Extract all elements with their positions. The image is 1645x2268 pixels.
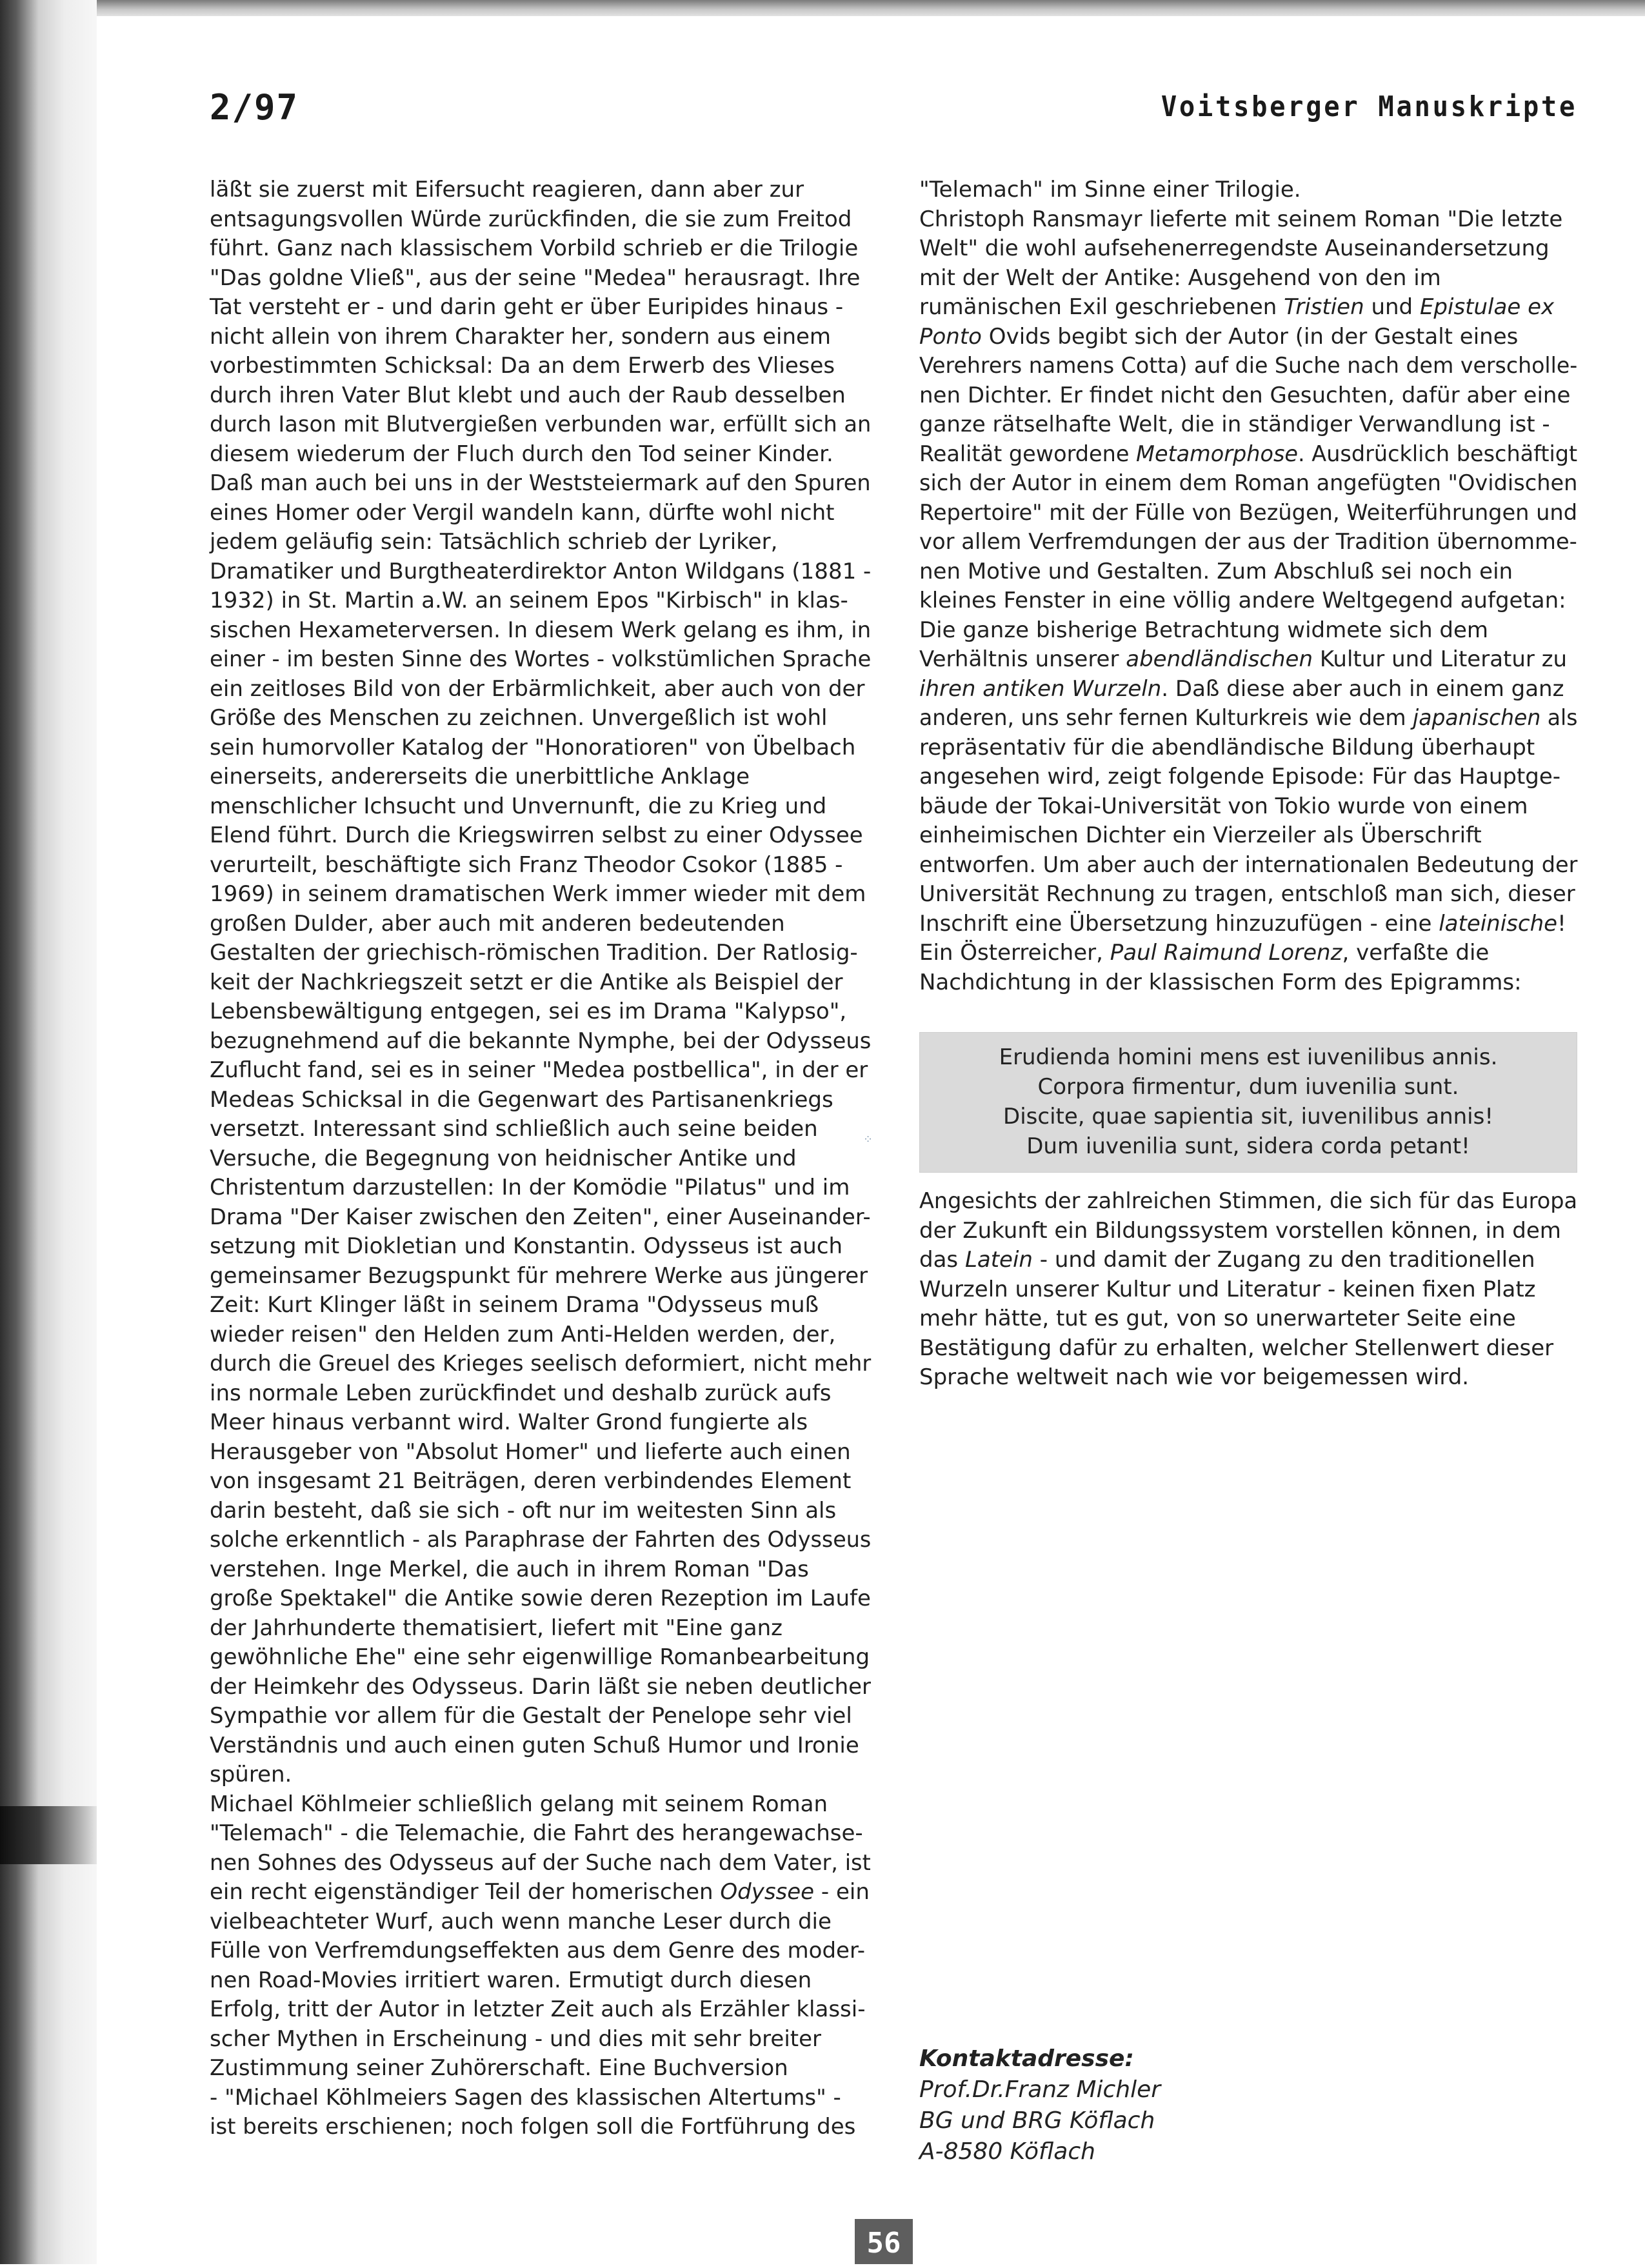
right-text-column — [919, 175, 1577, 997]
text-line — [919, 968, 1577, 998]
text-line-content: Größe des Menschen zu zeichnen. Unvergeßlich ist wohl — [210, 705, 828, 731]
text-line-content: der Zukunft ein Bildungssystem vorstellen können, in dem — [919, 1217, 1561, 1244]
text-line — [210, 1790, 871, 1820]
italic-phrase: ihren antiken Wurzeln — [919, 675, 1162, 702]
text-line-content: Welt" die wohl aufsehenerregendste Auseinandersetzung — [919, 235, 1550, 261]
text-line — [210, 1056, 871, 1086]
text-line-content: sein humorvoller Katalog der "Honoratioren" von Übelbach — [210, 734, 856, 761]
text-line-content: Tat versteht er - und darin geht er über Euripides hinaus - — [210, 294, 844, 320]
text-line-content: darin besteht, daß sie sich - oft nur im weitesten Sinn als — [210, 1497, 837, 1524]
text-line — [919, 469, 1577, 499]
left-text-column — [210, 175, 871, 2142]
text-line — [210, 1144, 871, 1174]
text-line-content: vorbestimmten Schicksal: Da an dem Erwerb des Vlieses — [210, 353, 835, 379]
text-line — [919, 675, 1577, 704]
text-line — [210, 997, 871, 1027]
text-line-content: vor allem Verfremdungen der aus der Tradition übernomme- — [919, 529, 1577, 555]
text-line-content: spüren. — [210, 1762, 292, 1787]
text-line — [919, 264, 1577, 293]
text-line — [919, 910, 1577, 939]
text-line — [210, 675, 871, 704]
text-line-content: einerseits, andererseits die unerbittliche Anklage — [210, 764, 750, 790]
text-line — [210, 1878, 871, 1907]
text-line — [210, 1526, 871, 1555]
text-line-content: Zuflucht fand, sei es in seiner "Medea postbellica", in der er — [210, 1057, 868, 1083]
text-line — [919, 293, 1577, 323]
contact-name: Prof.Dr.Franz Michler — [919, 2076, 1161, 2103]
text-line — [210, 851, 871, 880]
text-line-content: nicht allein von ihrem Charakter her, sondern aus einem — [210, 323, 832, 350]
text-line — [210, 2084, 871, 2113]
text-line-content: rumänischen Exil geschriebenen Tristien und Epistulae ex — [919, 294, 1555, 320]
text-line — [919, 792, 1577, 822]
text-line — [210, 586, 871, 616]
text-line-content: durch Iason mit Blutvergießen verbunden war, erfüllt sich an — [210, 412, 872, 437]
text-line-content: Repertoire" mit der Fülle von Bezügen, Weiterführungen und — [919, 499, 1578, 526]
italic-phrase: Ponto — [919, 323, 982, 350]
text-line — [210, 2025, 871, 2054]
text-line-content: Medeas Schicksal in die Gegenwart des Partisanenkriegs — [210, 1086, 833, 1113]
text-line-content: große Spektakel" die Antike sowie deren Rezeption im Laufe — [210, 1586, 871, 1611]
text-line — [210, 381, 871, 411]
text-line — [210, 1291, 871, 1320]
text-line — [919, 733, 1577, 763]
text-line — [919, 234, 1577, 264]
text-line-content: großen Dulder, aber auch mit anderen bedeutenden — [210, 910, 785, 937]
text-line — [919, 880, 1577, 910]
italic-phrase: lateinische — [1439, 910, 1558, 937]
text-line — [919, 499, 1577, 528]
text-line-content: Inschrift eine Übersetzung hinzuzufügen - eine lateinische! — [919, 910, 1566, 937]
text-line — [210, 1907, 871, 1937]
text-line — [210, 1584, 871, 1614]
text-line-content: bezugnehmend auf die bekannte Nymphe, bei der Odysseus — [210, 1028, 872, 1054]
text-line — [210, 939, 871, 968]
text-line — [210, 1203, 871, 1233]
text-line-content: gemeinsamer Bezugspunkt für mehrere Werke aus jüngerer — [210, 1262, 868, 1289]
text-line — [210, 1731, 871, 1761]
text-line-content: Nachdichtung in der klassischen Form des Epigramms: — [919, 969, 1522, 995]
text-line-content: nen Dichter. Er findet nicht den Gesuchten, dafür aber eine — [919, 382, 1571, 408]
text-line — [210, 2113, 871, 2142]
text-line — [210, 1438, 871, 1467]
text-line-content: "Telemach" im Sinne einer Trilogie. — [919, 177, 1301, 203]
text-line — [210, 499, 871, 528]
text-line-content: mehr hätte, tut es gut, von so unerwarteter Seite eine — [919, 1306, 1516, 1331]
text-line — [210, 1467, 871, 1497]
text-line-content: Elend führt. Durch die Kriegswirren selbst zu einer Odyssee — [210, 822, 863, 848]
text-line — [210, 1408, 871, 1438]
text-line — [919, 205, 1577, 235]
text-line — [919, 1363, 1577, 1393]
text-line — [210, 323, 871, 352]
contact-block — [919, 2044, 1161, 2167]
text-line-content: der Heimkehr des Odysseus. Darin läßt sie neben deutlicher — [210, 1673, 872, 1700]
text-line-content: Verhältnis unserer abendländischen Kultur und Literatur zu — [919, 646, 1568, 672]
text-line — [919, 1217, 1577, 1246]
text-line-content: das Latein - und damit der Zugang zu den traditionellen — [919, 1247, 1535, 1273]
epigram-line: Corpora firmentur, dum iuvenilia sunt. — [1037, 1074, 1459, 1100]
text-line-content: wieder reisen" den Helden zum Anti-Helden werden, der, — [210, 1321, 836, 1348]
text-line-content: Christoph Ransmayr lieferte mit seinem Roman "Die letzte — [919, 206, 1563, 232]
publication-title: Voitsberger Manuskripte — [1161, 90, 1577, 123]
italic-phrase: japanischen — [1413, 705, 1541, 731]
text-line — [919, 381, 1577, 411]
text-line-content: ins normale Leben zurückfindet und deshalb zurück aufs — [210, 1380, 832, 1406]
text-line-content: Lebensbewältigung entgegen, sei es im Drama "Kalypso", — [210, 999, 847, 1024]
text-line-content: Erfolg, tritt der Autor in letzter Zeit auch als Erzähler klassi- — [210, 1996, 866, 2022]
text-line-content: ist bereits erschienen; noch folgen soll die Fortführung des — [210, 2114, 856, 2140]
text-line — [919, 616, 1577, 646]
text-line-content: anderen, uns sehr fernen Kulturkreis wie dem japanischen als — [919, 705, 1578, 731]
text-line — [210, 293, 871, 323]
italic-phrase: Odyssee — [720, 1879, 815, 1905]
closing-paragraph — [919, 1187, 1577, 1393]
text-line — [210, 410, 871, 440]
text-line-content: führt. Ganz nach klassischem Vorbild schrieb er die Trilogie — [210, 235, 859, 261]
text-line — [210, 1760, 871, 1790]
text-line-content: Verehrers namens Cotta) auf die Suche nach dem verscholle- — [919, 353, 1578, 379]
text-line — [210, 1614, 871, 1644]
text-line — [210, 792, 871, 822]
text-line-content: nen Motive und Gestalten. Zum Abschluß sei noch ein — [919, 558, 1513, 584]
text-line-content: "Das goldne Vließ", aus der seine "Medea" herausragt. Ihre — [210, 264, 861, 291]
text-line-content: diesem wiederum der Fluch durch den Tod seiner Kinder. — [210, 441, 833, 467]
text-line — [210, 1115, 871, 1144]
italic-phrase: Epistulae ex — [1419, 294, 1555, 320]
text-line-content: eines Homer oder Vergil wandeln kann, dürfte wohl nicht — [210, 499, 835, 526]
text-line — [210, 616, 871, 646]
text-line — [210, 1232, 871, 1262]
text-line-content: solche erkenntlich - als Paraphrase der Fahrten des Odysseus — [210, 1527, 872, 1553]
italic-phrase: abendländischen — [1126, 646, 1313, 672]
text-line — [210, 175, 871, 205]
contact-school: BG und BRG Köflach — [919, 2107, 1155, 2134]
text-line — [210, 645, 871, 675]
epigram-line: Dum iuvenilia sunt, sidera corda petant! — [1026, 1133, 1470, 1159]
text-line-content: scher Mythen in Erscheinung - und dies mit sehr breiter — [210, 2025, 821, 2052]
text-line — [210, 880, 871, 910]
issue-number: 2/97 — [210, 87, 299, 128]
text-line-content: angesehen wird, zeigt folgende Episode: Für das Hauptge- — [919, 764, 1561, 790]
text-line — [210, 1819, 871, 1849]
text-line-content: nen Sohnes des Odysseus auf der Suche nach dem Vater, ist — [210, 1849, 871, 1876]
text-line — [210, 762, 871, 792]
text-line — [210, 1995, 871, 2025]
text-line-content: nen Road-Movies irritiert waren. Ermutigt durch diesen — [210, 1967, 812, 1993]
text-line-content: läßt sie zuerst mit Eifersucht reagieren, dann aber zur — [210, 177, 804, 203]
text-line — [210, 1702, 871, 1731]
text-line-content: einer - im besten Sinne des Wortes - volkstümlichen Sprache — [210, 646, 872, 672]
text-line — [919, 528, 1577, 557]
italic-phrase: Metamorphose — [1136, 441, 1299, 467]
text-line-content: ein recht eigenständiger Teil der homerischen Odyssee - ein — [210, 1879, 870, 1905]
italic-phrase: Paul Raimund Lorenz — [1110, 940, 1342, 966]
text-line — [210, 557, 871, 587]
text-line-content: der Jahrhunderte thematisiert, liefert mit "Eine ganz — [210, 1615, 783, 1641]
epigram-line: Erudienda homini mens est iuvenilibus annis. — [999, 1044, 1498, 1070]
text-line-content: Michael Köhlmeier schließlich gelang mit seinem Roman — [210, 1791, 828, 1817]
text-line-content: Angesichts der zahlreichen Stimmen, die sich für das Europa — [919, 1188, 1578, 1214]
text-line — [919, 352, 1577, 381]
page-number: 56 — [855, 2219, 913, 2264]
text-line-content: entworfen. Um aber auch der internationalen Bedeutung der — [919, 851, 1578, 878]
text-line-content: ein zeitloses Bild von der Erbärmlichkeit, aber auch von der — [210, 675, 865, 702]
text-line — [919, 586, 1577, 616]
text-line — [210, 1349, 871, 1379]
text-line-content: gewöhnliche Ehe" eine sehr eigenwillige Romanbearbeitung — [210, 1644, 870, 1670]
text-line — [210, 1849, 871, 1878]
text-line-content: sischen Hexameterversen. In diesem Werk gelang es ihm, in — [210, 617, 872, 643]
text-line-content: Die ganze bisherige Betrachtung widmete sich dem — [919, 617, 1489, 643]
text-line — [210, 1673, 871, 1702]
text-line — [210, 528, 871, 557]
text-line — [210, 1086, 871, 1115]
text-line — [919, 1304, 1577, 1334]
text-line-content: Verständnis und auch einen guten Schuß Humor und Ironie — [210, 1732, 859, 1758]
text-line — [919, 821, 1577, 851]
text-line — [210, 264, 871, 293]
text-line-content: bäude der Tokai-Universität von Tokio wurde von einem — [919, 793, 1528, 819]
text-line — [210, 1262, 871, 1291]
text-line-content: Herausgeber von "Absolut Homer" und lieferte auch einen — [210, 1438, 851, 1465]
text-line — [919, 440, 1577, 470]
text-line — [919, 704, 1577, 733]
text-line — [210, 1173, 871, 1203]
text-line-content: Versuche, die Begegnung von heidnischer Antike und — [210, 1145, 797, 1171]
text-line-content: Drama "Der Kaiser zwischen den Zeiten", einer Auseinander- — [210, 1204, 871, 1230]
text-line — [210, 968, 871, 998]
text-line-content: Fülle von Verfremdungseffekten aus dem Genre des moder- — [210, 1938, 866, 1964]
scan-speck: ⁘ — [863, 1133, 873, 1146]
text-line — [210, 733, 871, 763]
text-line-content: jedem geläufig sein: Tatsächlich schrieb der Lyriker, — [210, 529, 778, 555]
text-line — [919, 175, 1577, 205]
text-line — [210, 440, 871, 470]
text-line — [210, 821, 871, 851]
text-line-content: verstehen. Inge Merkel, die auch in ihrem Roman "Das — [210, 1556, 809, 1582]
text-line-content: verurteilt, beschäftigte sich Franz Theodor Csokor (1885 - — [210, 851, 843, 878]
text-line-content: repräsentativ für die abendländische Bildung überhaupt — [919, 734, 1535, 761]
text-line-content: Wurzeln unserer Kultur und Literatur - keinen fixen Platz — [919, 1276, 1536, 1302]
text-line-content: Zeit: Kurt Klinger läßt in seinem Drama "Odysseus muß — [210, 1292, 819, 1318]
contact-address: A-8580 Köflach — [919, 2138, 1095, 2165]
epigram-box — [919, 1032, 1577, 1173]
text-line — [919, 1334, 1577, 1364]
text-line — [210, 469, 871, 499]
text-line-content: durch ihren Vater Blut klebt und auch der Raub desselben — [210, 382, 846, 408]
text-line-content: Sympathie vor allem für die Gestalt der Penelope sehr viel — [210, 1703, 852, 1729]
text-line — [210, 205, 871, 235]
text-line-content: 1932) in St. Martin a.W. an seinem Epos "Kirbisch" in klas- — [210, 588, 848, 613]
italic-phrase: Tristien — [1284, 294, 1364, 320]
text-line — [210, 1379, 871, 1409]
text-line-content: versetzt. Interessant sind schließlich auch seine beiden — [210, 1116, 818, 1142]
text-line — [919, 939, 1577, 968]
text-line — [919, 1275, 1577, 1305]
text-line-content: Meer hinaus verbannt wird. Walter Grond fungierte als — [210, 1409, 808, 1435]
text-line — [919, 762, 1577, 792]
text-line-content: - "Michael Köhlmeiers Sagen des klassischen Altertums" - — [210, 2084, 841, 2111]
text-line-content: ihren antiken Wurzeln. Daß diese aber auch in einem ganz — [919, 675, 1564, 702]
text-line-content: Bestätigung dafür zu erhalten, welcher Stellenwert dieser — [919, 1335, 1554, 1361]
text-line-content: Zustimmung seiner Zuhörerschaft. Eine Buchversion — [210, 2055, 788, 2081]
text-line — [210, 1643, 871, 1673]
text-line-content: Ein Österreicher, Paul Raimund Lorenz, verfaßte die — [919, 940, 1490, 966]
text-line — [210, 704, 871, 733]
text-line — [210, 352, 871, 381]
text-line-content: kleines Fenster in eine völlig andere Weltgegend aufgetan: — [919, 588, 1566, 613]
text-line-content: durch die Greuel des Krieges seelisch deformiert, nicht mehr — [210, 1351, 872, 1377]
italic-phrase: Latein — [964, 1247, 1033, 1273]
scan-edge-band — [0, 1806, 97, 1864]
text-line-content: "Telemach" - die Telemachie, die Fahrt des herangewachse- — [210, 1820, 863, 1846]
text-line — [210, 1497, 871, 1526]
text-line-content: mit der Welt der Antike: Ausgehend von den im — [919, 264, 1441, 291]
text-line-content: sich der Autor in einem dem Roman angefügten "Ovidischen — [919, 470, 1578, 496]
text-line — [210, 1027, 871, 1057]
text-line-content: Christentum darzustellen: In der Komödie "Pilatus" und im — [210, 1175, 850, 1200]
epigram-line: Discite, quae sapientia sit, iuvenilibus annis! — [1003, 1104, 1493, 1129]
text-line — [210, 234, 871, 264]
text-line-content: Realität gewordene Metamorphose. Ausdrücklich beschäftigt — [919, 441, 1578, 467]
text-line-content: setzung mit Diokletian und Konstantin. Odysseus ist auch — [210, 1233, 843, 1259]
text-line-content: Ponto Ovids begibt sich der Autor (in der Gestalt eines — [919, 323, 1519, 350]
text-line — [210, 910, 871, 939]
text-line — [919, 1187, 1577, 1217]
text-line-content: ganze rätselhafte Welt, die in ständiger Verwandlung ist - — [919, 412, 1550, 437]
text-line — [210, 1966, 871, 1996]
text-line-content: Gestalten der griechisch-römischen Tradition. Der Ratlosig- — [210, 940, 858, 966]
text-line-content: Sprache weltweit nach wie vor beigemessen wird. — [919, 1364, 1470, 1390]
text-line — [210, 1320, 871, 1350]
text-line — [919, 645, 1577, 675]
text-line-content: Universität Rechnung zu tragen, entschloß man sich, dieser — [919, 881, 1575, 907]
text-line-content: Daß man auch bei uns in der Weststeiermark auf den Spuren — [210, 470, 871, 496]
scan-edge-left — [0, 0, 97, 2264]
contact-title: Kontaktadresse: — [919, 2045, 1134, 2072]
text-line-content: keit der Nachkriegszeit setzt er die Antike als Beispiel der — [210, 969, 843, 995]
text-line — [919, 851, 1577, 880]
text-line — [210, 2054, 871, 2084]
text-line — [919, 410, 1577, 440]
text-line — [210, 1936, 871, 1966]
text-line-content: 1969) in seinem dramatischen Werk immer wieder mit dem — [210, 881, 866, 907]
text-line-content: Dramatiker und Burgtheaterdirektor Anton Wildgans (1881 - — [210, 558, 872, 584]
text-line — [919, 1246, 1577, 1275]
text-line — [919, 323, 1577, 352]
text-line-content: von insgesamt 21 Beiträgen, deren verbindendes Element — [210, 1468, 852, 1494]
text-line-content: entsagungsvollen Würde zurückfinden, die sie zum Freitod — [210, 206, 852, 232]
text-line-content: menschlicher Ichsucht und Unvernunft, die zu Krieg und — [210, 793, 827, 819]
text-line-content: vielbeachteter Wurf, auch wenn manche Leser durch die — [210, 1908, 832, 1935]
text-line — [919, 557, 1577, 587]
text-line-content: einheimischen Dichter ein Vierzeiler als Überschrift — [919, 822, 1482, 848]
text-line — [210, 1555, 871, 1585]
